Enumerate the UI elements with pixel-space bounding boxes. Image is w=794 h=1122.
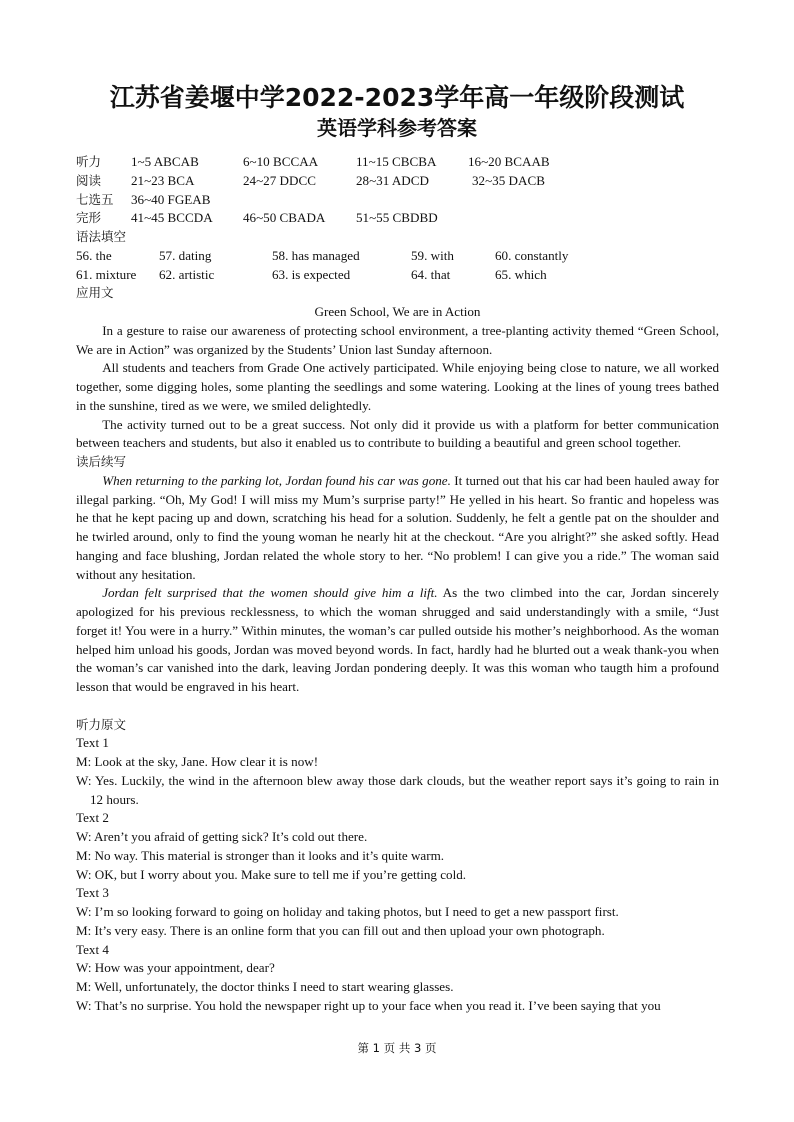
answer-group: 36~40 FGEAB xyxy=(131,191,211,207)
grammar-answer: 60. constantly xyxy=(495,247,569,263)
grammar-answer: 64. that xyxy=(411,266,451,282)
dialogue-line: W: Yes. Luckily, the wind in the afternoon blew away those dark clouds, but the weather report says it’s going to rain in 12 hours. xyxy=(76,772,719,807)
spacer xyxy=(76,697,719,716)
document-subtitle: 英语学科参考答案 xyxy=(317,116,477,140)
grammar-answer: 63. is expected xyxy=(272,266,351,282)
paragraph-body: It turned out that his car had been hauled away for illegal parking. “Oh, My God! I will miss my Mum’s surprise party!” He yelled in his heart. So frantic and hopeless was he that he kept pacing up and down, scratching his head for a solution. Suddenly, he felt a gentle pat on the shoulder and he twirled around, only to find the young woman he nearly hit at the checkout. “Are you alright?” she asked softly. Head hanging and face blushing, Jordan related the whole story to her. “No problem! I can give you a ride.” The woman said without any hesitation. xyxy=(76,472,719,582)
continuation-label-row xyxy=(76,453,719,472)
transcript-label-row xyxy=(76,716,719,735)
dialogue-line: W: OK, but I worry about you. Make sure to tell me if you’re getting cold. xyxy=(76,866,467,882)
paragraph-lead-sentence: When returning to the parking lot, Jordan found his car was gone. xyxy=(102,472,451,488)
section-label: 听力原文 xyxy=(76,716,127,732)
answer-group: 32~35 DACB xyxy=(472,172,545,188)
continuation-paragraph xyxy=(76,472,719,585)
dialogue-line: M: Well, unfortunately, the doctor thinks I need to start wearing glasses. xyxy=(76,979,454,994)
answer-group: 51~55 CBDBD xyxy=(356,210,438,226)
text-heading: Text 4 xyxy=(76,941,109,957)
essay-title: Green School, We are in Action xyxy=(314,304,481,319)
answer-row-listening xyxy=(76,153,719,172)
grammar-answer: 65. which xyxy=(495,266,547,282)
paragraph-lead-sentence: Jordan felt surprised that the women should give him a lift. xyxy=(102,585,438,601)
essay-paragraph: All students and teachers from Grade One actively participated. While enjoying being close to nature, we all worked together, some digging holes, some planting the seedlings and some watering. Looking at the lines of young trees bathed in the sunshine, tired as we were, we smiled delightedly. xyxy=(76,360,719,413)
section-label: 七选五 xyxy=(76,191,114,207)
grammar-answer: 62. artistic xyxy=(159,266,215,282)
paragraph-body: As the two climbed into the car, Jordan sincerely apologized for his previous recklessness, to which the woman shrugged and said understandingly with a smile, “Just forget it! You were in a hurry.” Within minutes, the woman’s car pulled outside his mother’s neighborhood. As the woman helped him unload his goods, Jordan was moved beyond words. In fact, hardly had he blurted out a weak thank-you when the woman’s car vanished into the dark, leaving Jordan pondering deeply. It was this woman who taugth him a profound lesson that would be engraved in his heart. xyxy=(76,585,719,694)
dialogue-line: M: It’s very easy. There is an online form that you can fill out and then upload your own photograph. xyxy=(76,922,605,938)
grammar-label-row xyxy=(76,228,719,247)
grammar-answer: 58. has managed xyxy=(272,247,360,263)
dialogue-line: W: Aren’t you afraid of getting sick? It’s cold out there. xyxy=(76,829,368,844)
section-label: 语法填空 xyxy=(76,229,127,244)
answer-group: 46~50 CBADA xyxy=(243,210,326,226)
dialogue-line: W: How was your appointment, dear? xyxy=(76,960,275,976)
dialogue-line: W: That’s no surprise. You hold the newspaper right up to your face when you read it. I’ve been saying that you xyxy=(76,997,661,1013)
grammar-answer: 57. dating xyxy=(159,247,212,263)
section-label: 听力 xyxy=(76,154,102,169)
answer-group: 24~27 DDCC xyxy=(243,172,316,188)
grammar-answer: 61. mixture xyxy=(76,266,137,282)
grammar-row xyxy=(76,266,719,285)
grammar-answer: 56. the xyxy=(76,247,112,263)
answer-row-cloze xyxy=(76,209,719,228)
grammar-answer: 59. with xyxy=(411,247,454,263)
section-label: 读后续写 xyxy=(76,454,127,469)
essay-paragraph: The activity turned out to be a great success. Not only did it provide us with a platform for better communication between teachers and students, but also it enabled us to contribute to building a beautiful and green school together. xyxy=(76,416,719,451)
text-heading: Text 2 xyxy=(76,810,109,826)
answer-group: 6~10 BCCAA xyxy=(243,154,319,169)
answer-group: 1~5 ABCAB xyxy=(131,154,199,169)
section-label: 应用文 xyxy=(76,285,114,301)
writing-label-row xyxy=(76,284,719,303)
document-body xyxy=(76,153,719,1016)
text-heading: Text 1 xyxy=(76,735,109,751)
answer-row-reading xyxy=(76,172,719,191)
dialogue-line: M: No way. This material is stronger than it looks and it’s quite warm. xyxy=(76,847,445,863)
continuation-paragraph xyxy=(76,584,719,697)
text-heading: Text 3 xyxy=(76,885,109,901)
document-title: 江苏省姜堰中学2022-2023学年高一年级阶段测试 xyxy=(109,83,685,112)
answer-group: 16~20 BCAAB xyxy=(468,154,550,169)
answer-group: 28~31 ADCD xyxy=(356,172,429,188)
page-number: 第 1 页 共 3 页 xyxy=(357,1041,437,1055)
dialogue-line: W: I’m so looking forward to going on holiday and taking photos, but I need to get a new passport first. xyxy=(76,904,619,919)
answer-group: 21~23 BCA xyxy=(131,172,195,188)
dialogue-line: M: Look at the sky, Jane. How clear it is now! xyxy=(76,754,319,769)
grammar-row xyxy=(76,247,719,266)
section-label: 完形 xyxy=(76,210,102,226)
answer-row-seven xyxy=(76,191,719,210)
answer-group: 41~45 BCCDA xyxy=(131,210,213,226)
essay-paragraph: In a gesture to raise our awareness of protecting school environment, a tree-planting activity themed “Green School, We are in Action” was organized by the Students’ Union last Sunday afternoon. xyxy=(76,322,719,357)
answer-group: 11~15 CBCBA xyxy=(356,154,437,169)
section-label: 阅读 xyxy=(76,172,102,188)
